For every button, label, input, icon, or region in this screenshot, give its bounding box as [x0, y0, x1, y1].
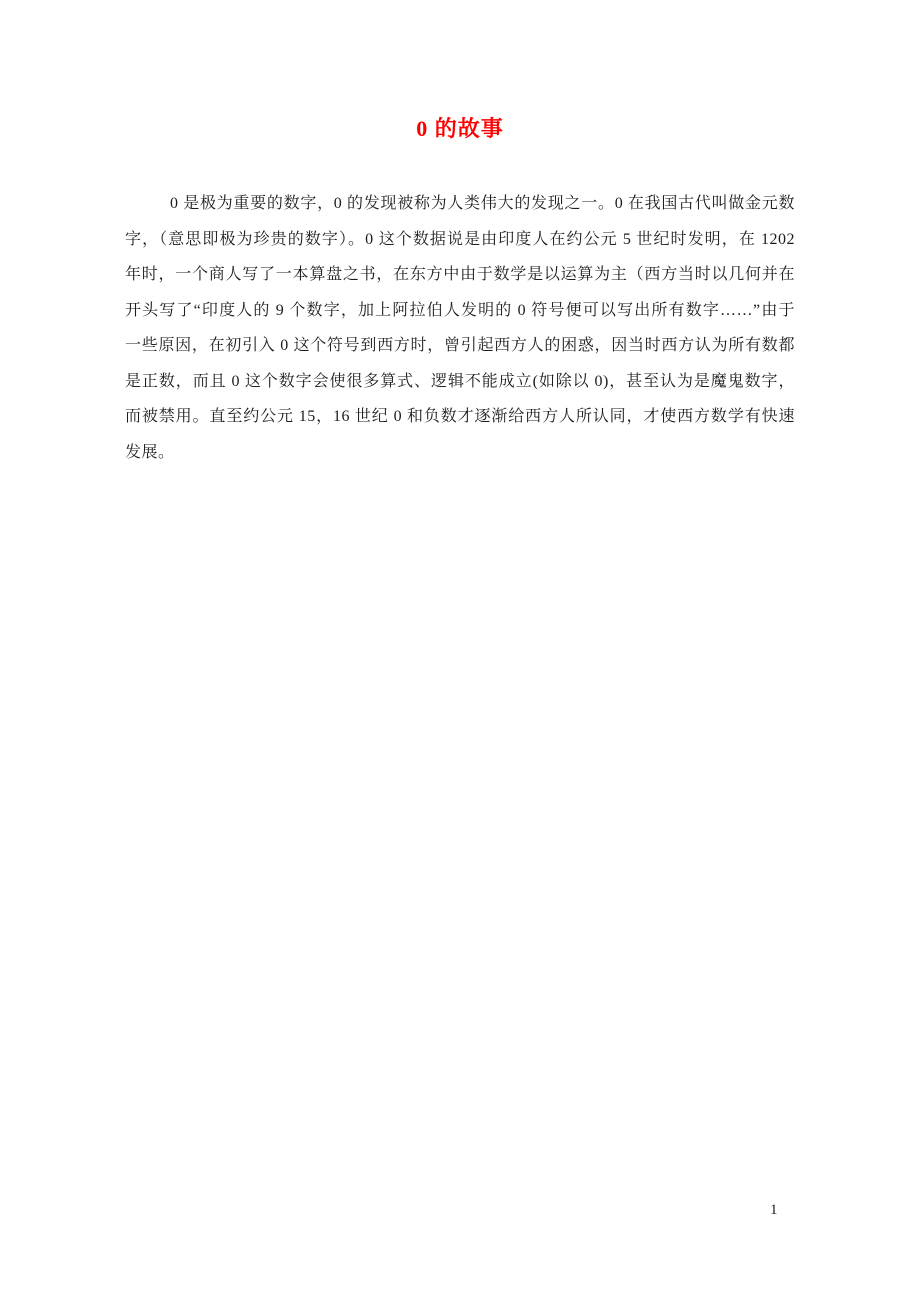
paragraph-line: 而被禁用。直至约公元 15，16 世纪 0 和负数才逐渐给西方人所认同，才使西方数学有快速 — [125, 408, 795, 425]
page-number: 1 — [770, 1202, 778, 1218]
paragraph-line: 字，（意思即极为珍贵的数字）。0 这个数据说是由印度人在约公元 5 世纪时发明，在 1202 — [125, 230, 795, 248]
paragraph-line: 是正数，而且 0 这个数字会使很多算式、逻辑不能成立(如除以 0)，甚至认为是魔鬼数字， — [125, 372, 795, 390]
paragraph-line: 一些原因，在初引入 0 这个符号到西方时，曾引起西方人的困惑，因当时西方认为所有数都 — [125, 337, 795, 354]
paragraph-line: 年时，一个商人写了一本算盘之书，在东方中由于数学是以运算为主（西方当时以几何并在 — [125, 266, 795, 283]
body-paragraph — [125, 186, 795, 470]
paragraph-line: 0 是极为重要的数字，0 的发现被称为人类伟大的发现之一。0 在我国古代叫做金元数 — [170, 195, 795, 212]
paragraph-line: 开头写了“印度人的 9 个数字，加上阿拉伯人发明的 0 符号便可以写出所有数字……”由于 — [125, 301, 795, 319]
page-title: 0 的故事 — [416, 116, 504, 141]
paragraph-line: 发展。 — [125, 443, 175, 461]
